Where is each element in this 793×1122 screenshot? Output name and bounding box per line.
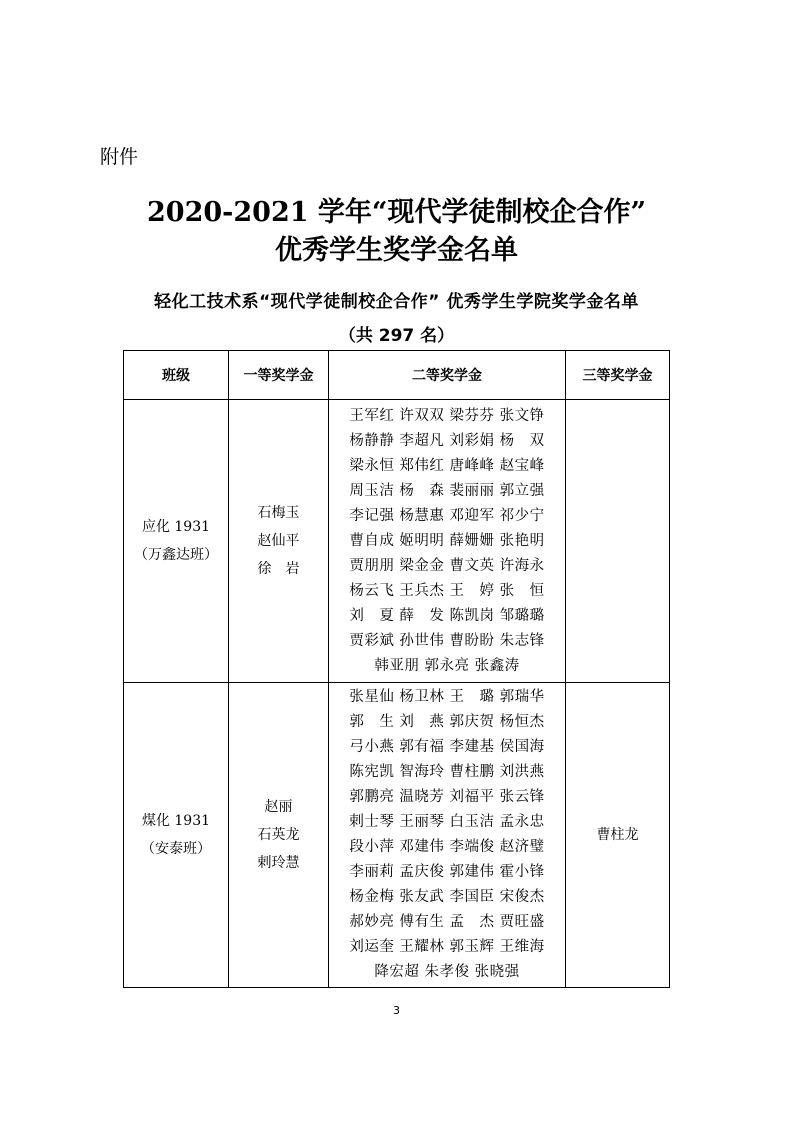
second-prize-line: 梁永恒 郑伟红 唐峰峰 赵宝峰 [349,457,545,474]
attachment-label: 附件 [100,146,139,168]
third-prize-name: 曹柱龙 [596,827,639,843]
second-prize-line: 王军红 许双双 梁芬芬 张文铮 [349,407,545,424]
department-subtitle: 轻化工技术系“现代学徒制校企合作” 优秀学生学院奖学金名单 [154,292,639,312]
second-prize-line: 周玉洁 杨 森 裴丽丽 郭立强 [349,482,545,499]
table-header-row [124,351,670,400]
class-cell [124,683,229,988]
first-prize-name: 赵丽 [264,799,293,815]
second-prize-line: 剌士琴 王丽琴 白玉洁 孟永忠 [349,814,545,830]
second-prize-line: 杨云飞 王兵杰 王 婷 张 恒 [349,582,545,599]
second-prize-line: 降宏超 朱孝俊 张晓强 [374,964,520,980]
second-prize-line: 郭鹏亮 温晓芳 刘福平 张云锋 [349,789,545,805]
third-prize-cell [566,683,670,988]
first-prize-name: 石英龙 [257,827,300,843]
page-number: 3 [393,1004,400,1017]
table-row [124,683,670,988]
header-third-prize: 三等奖学金 [566,351,670,400]
second-prize-line: 曹自成 姬明明 薛姗姗 张艳明 [349,532,545,549]
second-prize-line: 韩亚朋 郭永亮 张鑫涛 [374,657,520,674]
second-prize-line: 李丽莉 孟庆俊 郭建伟 霍小锋 [349,864,545,880]
first-prize-name: 石梅玉 [257,505,300,521]
class-alias: （万鑫达班） [134,547,218,563]
document-title-line-2: 优秀学生奖学金名单 [275,235,518,266]
second-prize-line: 陈宪凯 智海玲 曹柱鹏 刘洪燕 [349,764,545,780]
table-row [124,400,670,683]
header-second-prize: 二等奖学金 [329,351,566,400]
second-prize-line: 刘 夏 薛 发 陈凯岗 邹璐璐 [349,607,545,624]
first-prize-cell [229,400,329,683]
second-prize-line: 郭 生 刘 燕 郭庆贺 杨恒杰 [349,714,545,730]
second-prize-line: 李记强 杨慧惠 邓迎军 祁少宁 [349,507,545,524]
second-prize-line: 贾彩斌 孙世伟 曹盼盼 朱志锋 [349,632,545,649]
first-prize-name: 徐 岩 [257,561,300,577]
second-prize-line: 弓小燕 郭有福 李建基 侯国海 [349,739,545,755]
second-prize-cell [329,683,566,988]
total-count: （共 297 名） [338,326,455,346]
second-prize-line: 杨静静 李超凡 刘彩娟 杨 双 [349,432,545,449]
third-prize-cell [566,400,670,683]
class-cell [124,400,229,683]
second-prize-line: 郝妙亮 傅有生 孟 杰 贾旺盛 [349,914,545,930]
header-class: 班级 [124,351,229,400]
first-prize-name: 剌玲慧 [257,855,300,871]
second-prize-cell [329,400,566,683]
document-title-line-1: 2020-2021 学年“现代学徒制校企合作” [147,197,646,228]
second-prize-line: 段小萍 邓建伟 李端俊 赵济璧 [349,839,545,855]
first-prize-cell [229,683,329,988]
first-prize-name: 赵仙平 [257,533,300,549]
header-first-prize: 一等奖学金 [229,351,329,400]
second-prize-line: 张星仙 杨卫林 王 璐 郭瑞华 [349,689,545,705]
scholarship-table [123,350,670,988]
second-prize-line: 杨金梅 张友武 李国臣 宋俊杰 [349,889,545,905]
class-alias: （安泰班） [141,841,211,857]
second-prize-line: 刘运奎 王耀林 郭玉辉 王维海 [349,939,545,955]
class-name: 煤化 1931 [141,813,211,829]
class-name: 应化 1931 [141,519,211,535]
second-prize-line: 贾朋朋 梁金金 曹文英 许海永 [349,557,545,574]
